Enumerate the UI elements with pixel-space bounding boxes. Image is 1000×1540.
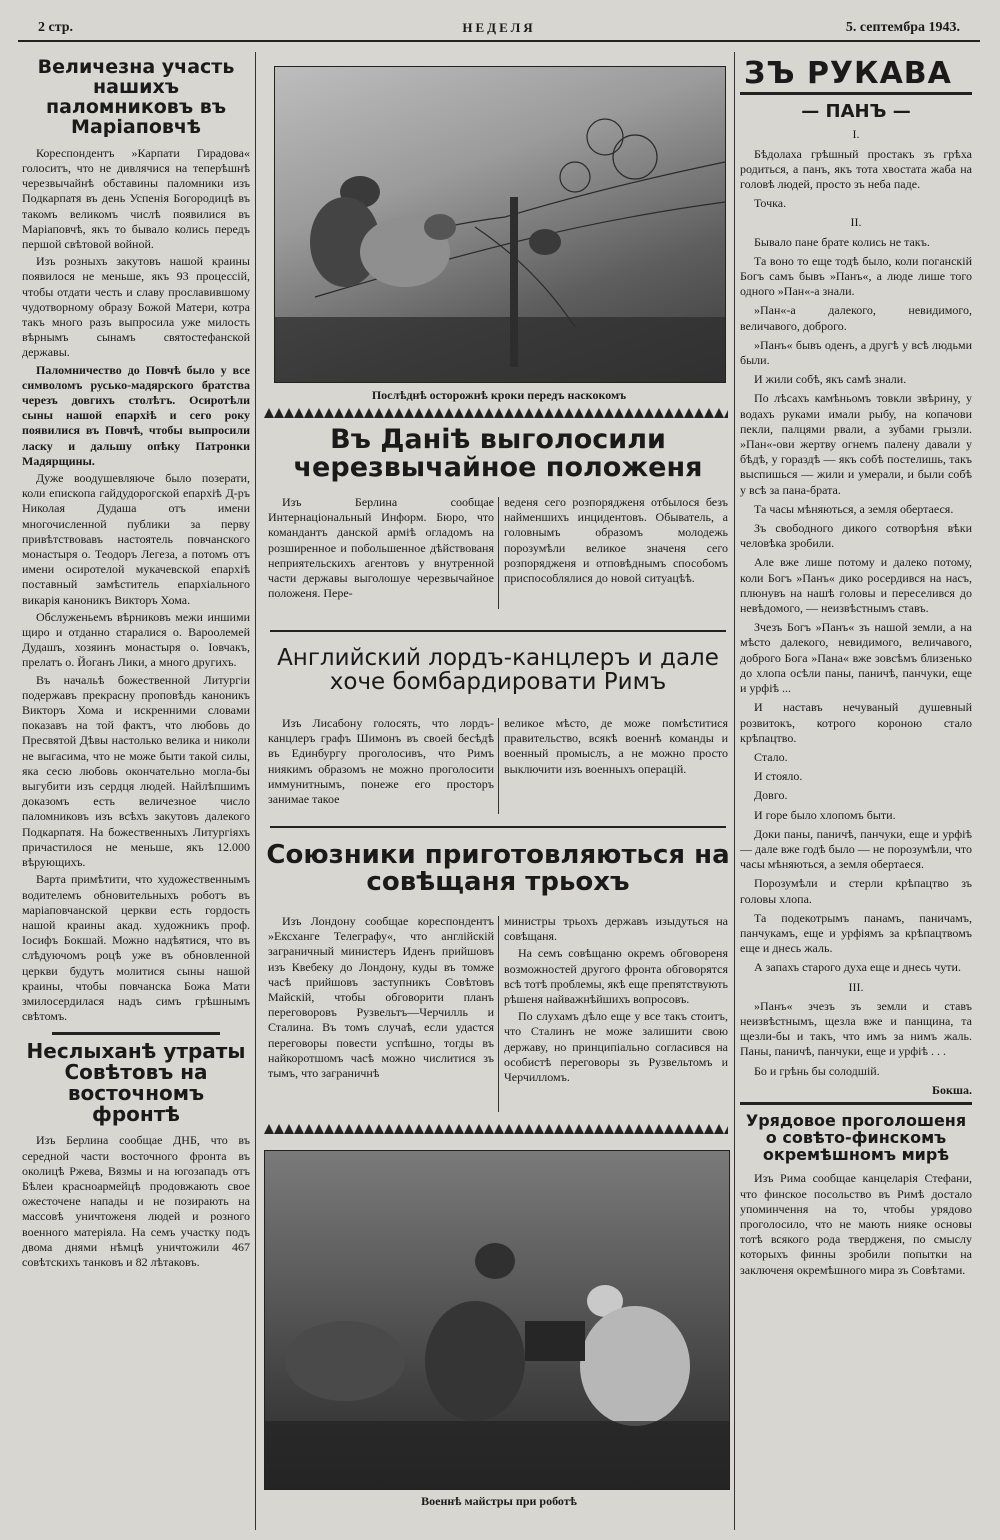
left-column — [22, 58, 250, 1528]
paragraph: Обслуженьемъ вѣрниковъ межи иншими щиро и отданно старалися о. Вароолемей Дудашъ, хозяинъ монастыря о. Іовчакъ, прелатъ о. Йоганъ Лики, а много другихъ. — [22, 609, 250, 670]
column-rule-left — [255, 52, 256, 1530]
denmark-story-right: веденя сего розпорядженя отбылося безъ найменшихъ инцидентовъ. Обыватель, а головнымъ образомъ молодежь порозумѣли великое значеня сего розпорядженя и отповѣднымъ способомъ приспособлялися до новой ситуацѣѣ. — [504, 495, 728, 586]
rome-story-left: Изъ Лисабону голосять, что лордъ-канцлеръ графъ Шимонъ въ своей бесѣдѣ въ Единбургу проголосивъ, что Римъ ниякимъ образомъ не можно проголосити иммунитнымъ, понеже его просторъ занимае такое — [268, 716, 494, 807]
headline-lord-chancellor: Английский лордъ-канцлеръ и дале хоче бомбардировати Римъ — [277, 645, 719, 696]
photo2-caption: Военнѣ майстры при роботѣ — [421, 1494, 577, 1508]
feuilleton-subtitle: — ПАНЪ — — [801, 100, 911, 122]
paragraph: Дуже воодушевляюче было позерати, коли епископа гайдудорогской епархіѣ Д-ръ Николая Дудаша отъ имени многочисленной публики за перву привѣтствовавъ настоятель повчанского монастыря о. Теодоръ Легеза, а потомъ отъ имени осиротелой мукачевской епархіѣ поставный замѣститель епархіального викарія каноникъ Викторъ Хома. — [22, 471, 250, 607]
paragraph: Кореспондентъ »Карпати Гирадова« голоситъ, что не дивлячися на теперѣшнѣ черезвычайнѣ обставины паломники изъ Подкарпатя въ день Успенія Богородицѣ въ такомъ великомъ числѣ появилися въ Маріаповчѣ, якъ то бывало колись передъ першой свѣтовой войной. — [22, 145, 250, 251]
story-divider — [498, 718, 499, 814]
paragraph: А запахъ старого духа еще и днесь чути. — [754, 960, 961, 975]
photo-military-workers — [264, 1150, 730, 1490]
paragraph: »Панъ« бывъ оденъ, а другѣ у всѣ людьми были. — [740, 337, 972, 368]
paragraph: Бо и грѣнь бы солодшій. — [754, 1063, 880, 1078]
photo1-caption: Послѣднѣ осторожнѣ кроки передъ наскокомъ — [371, 388, 627, 402]
section-number: III. — [848, 979, 864, 994]
headline-mariapovch: Величезна участь нашихъ паломниковъ въ Маріаповчѣ — [37, 58, 235, 138]
paragraph: Зъ свободного дикого сотворѣня вѣки человѣка зробили. — [740, 521, 972, 551]
rubric-title: ЗЪ РУКАВА — [744, 58, 952, 91]
paragraph: Изъ розныхъ закутовъ нашой краины появилося не меньше, якъ 93 процессій, чтобы отдати честь и славу прославившому чудотворному образу Божой Матери, котра такъ много разъ выпросила уже милость вѣрнымъ сынамъ святостефанской державы. — [22, 254, 250, 360]
paragraph: министры трьохъ державъ изыдуться на совѣщаня. — [504, 914, 728, 944]
paragraph: И наставъ нечуваный душевный розвитокъ, котрого короною стало крѣпацтво. — [740, 700, 972, 745]
paragraph: Варта примѣтити, что художественнымъ водителемъ обновительныхъ роботъ въ маріаповчанской церкви есть гордость нашой краины акад. художникъ проф. Іосифъ Бокшай. Можно надѣятися, что въ слѣдуючомъ роцѣ уже въ обновленной церкви будутъ молитися сыны нашой краины, чтобы повчанска Божа Мати змилосердилася надъ симъ грѣшнымъ свѣтомъ. — [22, 872, 250, 1024]
paragraph: И стояло. — [754, 769, 803, 784]
header-rule — [18, 40, 980, 42]
ornamental-rule — [264, 1124, 728, 1134]
photo-illustration — [265, 1151, 729, 1489]
paragraph: Паломничество до Повчѣ было у все символомъ русько-мадярского братства черезъ довгихъ столѣтъ. Осиротѣли сыны нашой епархіѣ и сего року появилися въ Повчѣ, чтобы выпросили ласку и дальшу опѣку Патронки Мадярщины. — [22, 362, 250, 468]
paragraph: »Пан«-а далекого, невидимого, величавого, доброго. — [740, 303, 972, 333]
separator — [270, 826, 726, 828]
signature: Бокша. — [932, 1082, 972, 1097]
paragraph: На семъ совѣщаню окремъ обговореня возможностей другого фронта обговорятся всѣ тотѣ проблемы, якѣ еще препятствують рѣшеня найважнѣйшихъ вопросовъ. — [504, 946, 728, 1007]
issue-date: 5. септембра 1943. — [845, 20, 960, 35]
headline-allies-conference: Союзники приготовляються на совѣщаня трьохъ — [266, 840, 730, 898]
paragraph: Та воно то еще тодѣ было, коли поганскій Богъ самъ бывъ »Панъ«, а люде лише того одного »Пан«-а знали. — [740, 253, 972, 299]
rome-story-right: великое мѣсто, де може помѣститися правительство, всякѣ военнѣ команды и военный промыслъ, а не можно просто выключити изъ военныхъ операцій. — [504, 716, 728, 776]
paragraph: Та подекотрымъ панамъ, паничамъ, панчукамъ, еще и урфіямъ за крѣпацтвомъ еще и днесь жаль. — [740, 910, 972, 956]
paragraph: »Панъ« зчезъ зъ земли и ставъ неизвѣстнымъ, щезла вже и панщина, та щезли-бы и такъ, что имъ за нимъ жаль. Паны, паничѣ, панчуки, еще и урфіѣ . . . — [740, 998, 972, 1059]
paragraph: Але вже лише потому и далеко потому, коли Богъ »Панъ« дико росердився на насъ, плюнувъ на нашѣ головы и переселився до невѣдомого, — неизвѣстнымъ ставъ. — [740, 555, 972, 616]
photo-illustration — [275, 67, 725, 382]
paragraph: Бѣдолаха грѣшный простакъ зъ грѣха родиться, а панъ, якъ тота хвостата жаба на головѣ людей, просто зъ неба паде. — [740, 146, 972, 191]
separator — [270, 630, 726, 632]
paragraph: И горе было хлопомъ быти. — [754, 807, 896, 822]
denmark-story-left: Изъ Берлина сообщае Интернаціональный Информ. Бюро, что командантъ данской арміѣ огладомъ на розширенное и побольшенное дѣйствованя неприятельскихъ агентовъ у внутренной части державы выголошуе черезвычайное положеня. Пере- — [268, 495, 494, 601]
paragraph: И жили собѣ, якъ самѣ знали. — [754, 372, 907, 387]
paragraph: Въ начальѣ божественной Литургіи подержавъ прекрасну проповѣдь каноникъ Викторъ Хома и искренними словами показавъ на той фактъ, что любовь до Пресвятой Дѣвы настолько велика и николи не выгасима, что не може быти такой силы, яка сесю любовь окончательно могла-бы выгубити изъ сердця людей. Найлѣпшимъ доказомъ есть величезное число паломниковъ изъ всѣхъ закутовъ далекого Подкарпатя. На божественныхъ Литургіяхъ причастилося не меньше, якъ 12.000 вѣрующихъ. — [22, 672, 250, 870]
allies-story-left: Изъ Лондону сообщае кореспондентъ »Ексханге Телеграфу«, что англійскій заграничный министеръ Иденъ прийшовъ изъ Квебеку до Лондону, куды въ томже часѣ прийшовъ заступникъ Совѣтовъ Майскій, чтобы обговорити планъ переговоровъ Рузвельтъ—Черчилль и Сталина. Въ томъ случаѣ, если удастся переговоры повести успѣшно, тогды въ найкоротшомъ часѣ можно числитися зъ тымъ, что заграничнѣ — [268, 914, 494, 1081]
mariapovch-story — [22, 146, 250, 1025]
headline-finnish-peace: Урядовое проголошеня о совѣто-финскомъ окремѣшномъ мирѣ — [745, 1110, 967, 1164]
paragraph: Зчезъ Богъ »Панъ« зъ нашой земли, а на мѣсто далекого, невидимого, величавого, доброго Бога »Пана« вже зовсѣмъ близенько до хлопа осѣли паны, паничѣ, панчуки, еще и урфіѣ ... — [740, 620, 972, 696]
finnish-peace-story: Изъ Рима сообщае канцеларія Стефани, что финское посольство въ Римѣ достало упоминчення на то, чтобы урядово проголосило, что не мають нияке основы тотѣ всякого рода твердженя, по смыслу которыхъ финны зробили попытки на заключеня окремѣшного мира зъ Совѣтами. — [740, 1171, 972, 1277]
headline-soviet-losses: Неслыханѣ утраты Совѣтовъ на восточномъ фронтѣ — [26, 1039, 246, 1127]
paragraph: Та часы мѣняються, а земля обертаеся. — [754, 501, 954, 516]
paragraph: Изъ Берлина сообщае ДНБ, что въ середной части восточного фронта въ околицѣ Ржева, Вязмы и на югозападъ отъ Бѣлеи красноармейцѣ продовжають свое ожесточене напады и не позирають на массовѣ уничтоженя людей и розного военного матеріяла. На семъ участку подъ двома днями нѣмцѣ уничтожили 467 совѣтскихъ танковъ и 82 лѣтаковъ. — [22, 1133, 250, 1269]
photo-barbed-wire-soldiers — [274, 66, 726, 383]
section-number: I. — [852, 127, 860, 142]
paragraph: Стало. — [754, 749, 788, 764]
paragraph: Порозумѣли и стерли крѣпацтво зъ головы хлопа. — [740, 876, 972, 906]
paper-name: НЕДЕЛЯ — [462, 20, 536, 35]
right-column — [740, 58, 972, 1528]
soviet-losses-story — [22, 1133, 250, 1270]
page-header — [38, 20, 960, 42]
story-divider — [498, 497, 499, 609]
ornamental-rule — [264, 408, 728, 418]
feuilleton-body — [740, 127, 972, 1078]
paragraph: Точка. — [754, 196, 787, 211]
section-number: II. — [850, 215, 862, 230]
separator — [52, 1032, 220, 1035]
story-divider — [498, 916, 499, 1112]
headline-denmark: Въ Даніѣ выголосили черезвычайное положеня — [293, 424, 703, 484]
paragraph: Доки паны, паничѣ, панчуки, еще и урфіѣ — дале вже годѣ было — не порозумѣли, что часы мѣняються, а земля обертаеся. — [740, 826, 972, 872]
paragraph: Бывало пане брате колись не такъ. — [754, 234, 930, 249]
paragraph: Довго. — [754, 788, 788, 803]
page-number: 2 стр. — [38, 20, 74, 35]
paragraph: По слухамъ дѣло еще у все такъ стоитъ, что Сталинъ не може залишити свою державу, но принципіально согласився на особистѣ переговоры зъ Рузвельтомъ и Черчилломъ. — [504, 1009, 728, 1085]
paragraph: По лѣсахъ камѣньомъ товкли звѣрину, у водахъ руками имали рыбу, на копачови пекли, палцями рвали, а зубами грызли. »Пан«-ови жертву огнемъ палену давали у бѣдѣ, у гораздѣ — якъ собѣ постелишь, такъ выспишься — жили и умерали, и были собѣ у всѣ за пана-брата. — [740, 391, 972, 497]
title-rule — [740, 92, 972, 95]
separator — [740, 1102, 972, 1105]
allies-story-right — [504, 914, 728, 1087]
column-rule-right — [734, 52, 735, 1530]
